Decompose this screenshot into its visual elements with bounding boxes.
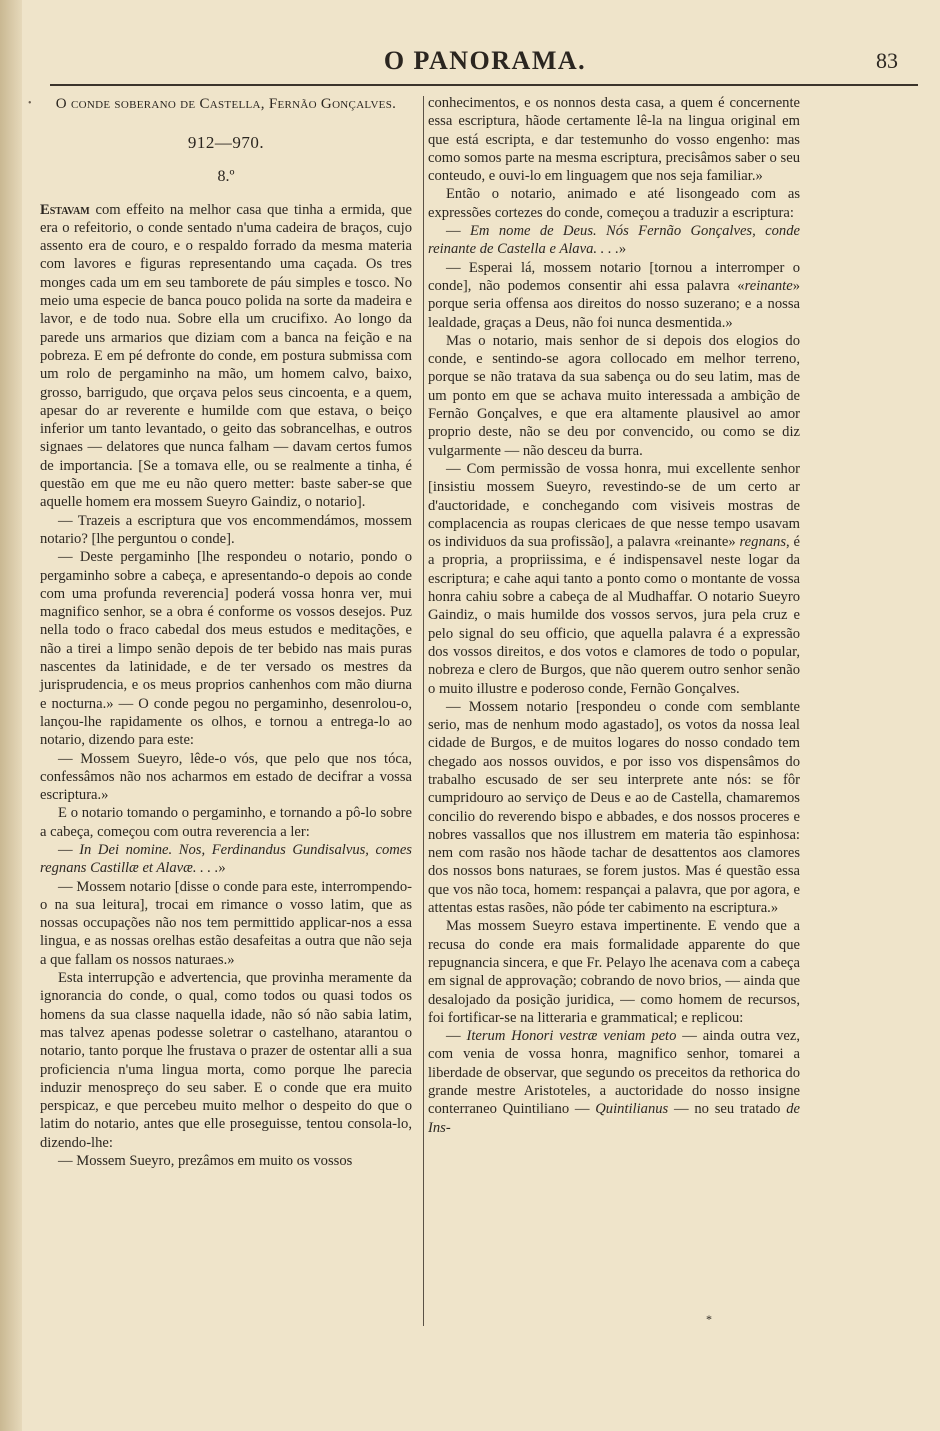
latin-quote: Iterum Honori vestræ veniam peto bbox=[466, 1028, 677, 1045]
paragraph-text: — ainda outra vez, com venia de vossa honra, magnifico senhor, tomarei a liberdade de observar, que segundo os preceitos da rethorica do grande mestre Aristoteles, a auctoridade do nosso insigne conterraneo Quintiliano — bbox=[428, 1028, 800, 1118]
paragraph-text: » porque seria offensa aos direitos do nosso suzerano; e a nossa lealdade, graças a Deus, não foi nunca desmentida.» bbox=[428, 277, 800, 331]
paragraph: — Mossem notario [respondeu o conde com semblante serio, mas de nenhum modo agastado], os votos da nossa leal cidade de Burgos, e de muitos logares do nosso condado tem chegado aos nossos ouvidos, e por isso vos dispensâmos do trabalho escusado de ser seu interprete ante nós: se fôr cumpridouro ao serviço de Deus e ao de Castella, chamaremos concilio do reverendo bispo e abbades, e dos nossos proceres e nobres vassallos que nos illustrem em materia tão espinhosa: nem com rasão nos hãode tachar de desattentos aos clamores dos nossos bons naturaes, se forem justos. Mas é questão essa que vos não toca, homem: respançai a palavra, que por agora, e attentas estas rasões, não póde ter cabimento na escriptura.» bbox=[428, 698, 800, 917]
article-title: O conde soberano de Castella, Fernão Gonçalves. bbox=[55, 96, 397, 112]
paragraph-text: , é a propria, a propriissima, e é indispensavel neste logar da escriptura; e cahe aqui tanto a ponto como o montante de vossa honra cahiu sobre a cabeça de al Mudhaffar. O notario Sueyro Gaindiz, o mais humilde dos vossos servos, jura pela cruz e pelo signal do seu officio, que aquella palavra é a expressão dos vossos direitos, e dos votos e clamores de todo o popular, nobreza e clero de Burgos, que não querem outro senhor senão o muito illustre e poderoso conde, Fernão Gonçalves. bbox=[428, 534, 800, 697]
running-head bbox=[50, 44, 920, 82]
paragraph: — Mossem Sueyro, prezâmos em muito os vossos bbox=[58, 1153, 353, 1170]
article-dates: 912—970. bbox=[187, 133, 265, 152]
paragraph: — Mossem notario [disse o conde para este, interrompendo-o na sua leitura], trocai em rimance o vosso latim, que as nossas occupações não nos tem permittido applicar-nos a essa lingua, e as nossas orelhas estão desafeitas a outra que não seja a que fallam os nossos naturaes.» bbox=[40, 878, 412, 968]
paragraph bbox=[40, 201, 412, 512]
section-number: 8.º bbox=[217, 168, 235, 186]
translation-quote: Em nome de Deus. Nós Fernão Gonçalves, conde reinante de Castella e Alava. . . . bbox=[428, 223, 801, 258]
paragraph: — Mossem Sueyro, lêde-o vós, que pelo que nos tóca, confessâmos não nos acharmos em estado de decifrar a vossa escriptura.» bbox=[40, 750, 412, 804]
lead-word: Estavam bbox=[40, 201, 90, 218]
paragraph-text: » bbox=[618, 241, 627, 258]
paragraph: Mas o notario, mais senhor de si depois dos elogios do conde, e sentindo-se agora collocado em melhor terreno, porque se não tratava da sua sabença ou do seu latim, mas de um ponto em que se achava muito interessada a ambição de Fernão Gonçalves, e que era altamente plausivel ao amor proprio deste, não se deu por convencido, ou como se diz vulgarmente — não desceu da burra. bbox=[428, 332, 800, 459]
paragraph-text: » bbox=[218, 860, 226, 877]
paragraph-text: — bbox=[446, 223, 470, 240]
paragraph: — Deste pergaminho [lhe respondeu o notario, pondo o pergaminho sobre a cabeça, e apresentando-o depois ao conde com uma profunda reverencia] poderá vossa honra ver, mui magnifico senhor, se a obra é conforme os vossos desejos. Puz nella todo o fraco cabedal dos meus estudos e meditações, e não a tirei a limpo senão depois de ter bebido nas mais puras nascentes da latinidade, e de ter versado os mestres da jurisprudencia, e os meus proprios canhenhos com mão diurna e nocturna.» — O conde pegou no pergaminho, desenrolou-o, lançou-lhe rapidamente os olhos, e tornou a entrega-lo ao notario, dizendo para este: bbox=[40, 549, 412, 749]
paragraph: — Trazeis a escriptura que vos encommendámos, mossem notario? [lhe perguntou o conde]. bbox=[40, 512, 412, 547]
paragraph-text: — no seu tratado bbox=[668, 1101, 787, 1118]
right-column bbox=[428, 94, 800, 1137]
italic-word: Quintilianus bbox=[595, 1101, 669, 1118]
italic-word: regnans bbox=[739, 534, 787, 551]
paragraph-text: — Esperai lá, mossem notario [tornou a interromper o conde], não podemos consentir ahi essa palavra « bbox=[428, 259, 800, 294]
paragraph bbox=[428, 259, 800, 332]
signature-star: * bbox=[706, 1312, 712, 1326]
publication-title: O PANORAMA. bbox=[383, 46, 587, 75]
paragraph: E o notario tomando o pergaminho, e tornando a pô-lo sobre a cabeça, começou com outra reverencia a ler: bbox=[40, 805, 412, 840]
italic-word: reinante bbox=[744, 277, 793, 294]
paragraph: Esta interrupção e advertencia, que provinha meramente da ignorancia do conde, o qual, como todos ou quasi todos os homens da sua classe naquella idade, não só não sabia latim, mas talvez apenas podesse soletrar o castelhano, atarantou o notario, tanto porque lhe frustava o prazer de ostentar alli a sua proficiencia n'uma lingua morta, como porque lhe parecia induzir menospreço do seu saber. E o conde que era muito perspicaz, e que percebeu muito melhor o despeito do que o latim do notario, antes que elle proseguisse, tentou consola-lo, dizendo-lhe: bbox=[40, 970, 412, 1151]
italic-word: de Ins- bbox=[428, 1101, 801, 1136]
paragraph bbox=[40, 841, 412, 878]
paragraph bbox=[428, 1027, 800, 1137]
header-rule bbox=[50, 84, 918, 86]
margin-mark: • bbox=[28, 98, 32, 109]
paragraph-text: — bbox=[446, 1028, 467, 1045]
paragraph: conhecimentos, e os nonnos desta casa, a quem é concernente essa escriptura, hãode certamente lê-la na lingua original em que está escripta, e dar testemunho do vosso engenho: mas como somos parte na mesma escriptura, precisâmos saber o seu conteudo, e ouvi-lo em linguagem que nos seja familiar.» bbox=[428, 95, 800, 185]
paragraph-text: — Com permissão de vossa honra, mui excellente senhor [insistiu mossem Sueyro, revestindo-se de um certo ar d'auctoridade, e conchegando com visiveis mostras de complacencia as roupas clericaes de que nesse tempo usavam os individuos da sua profissão], a palavra «reinante» bbox=[428, 460, 800, 551]
column-divider bbox=[423, 96, 424, 1326]
page-number: 83 bbox=[876, 48, 898, 73]
paragraph bbox=[428, 222, 800, 259]
paragraph: Mas mossem Sueyro estava impertinente. E vendo que a recusa do conde era mais formalidade apparente do que repugnancia sincera, e que Fr. Pelayo lhe acenava com a cabeça em signal de approvação; cobrando de novo brios, — ainda que desalojado da posição juridica, — como homem de recursos, foi fortificar-se na litteraria e grammatical; e replicou: bbox=[428, 918, 800, 1026]
paragraph bbox=[428, 460, 800, 698]
latin-quote: In Dei nomine. Nos, Ferdinandus Gundisalvus, comes regnans Castillæ et Alavæ. . . . bbox=[40, 841, 412, 877]
paragraph-text: — bbox=[58, 841, 80, 858]
page-binding-shadow bbox=[0, 0, 22, 1431]
paragraph: Então o notario, animado e até lisongeado com as expressões cortezes do conde, começou a traduzir a escriptura: bbox=[428, 186, 800, 221]
left-column bbox=[40, 94, 412, 1170]
paragraph-text: com effeito na melhor casa que tinha a ermida, que era o refeitorio, o conde sentado n'uma cadeira de braços, cujo assento era de couro, e o respaldo forrado da mesma materia com lavores e figuras representando uma caçada. Os tres monges cada um em seu tamborete de páu simples e tosco. No meio uma especie de banca pouco polida na sorte da madeira e lavor, e de todo nua. Sobre ella um crucifixo. Ao longo da parede uns armarios que diziam com a banca na feição e na pobreza. E em pé defronte do conde, em postura submissa com um rolo de pergaminho na mão, um homem calvo, baixo, grosso, barrigudo, que orçava pelos seus cincoenta, e a quem, apesar do ar reverente e humilde com que estava, o beiço inferior um tanto levantado, o geito das sobrancelhas, e outros signaes — delatores que nunca falham — davam certos fumos de importancia. [Se a tomava elle, ou se realmente a tinha, é questão em que me eu não quero metter: baste saber-se que aquelle homem era mossem Sueyro Gaindiz, o notario]. bbox=[40, 201, 412, 511]
